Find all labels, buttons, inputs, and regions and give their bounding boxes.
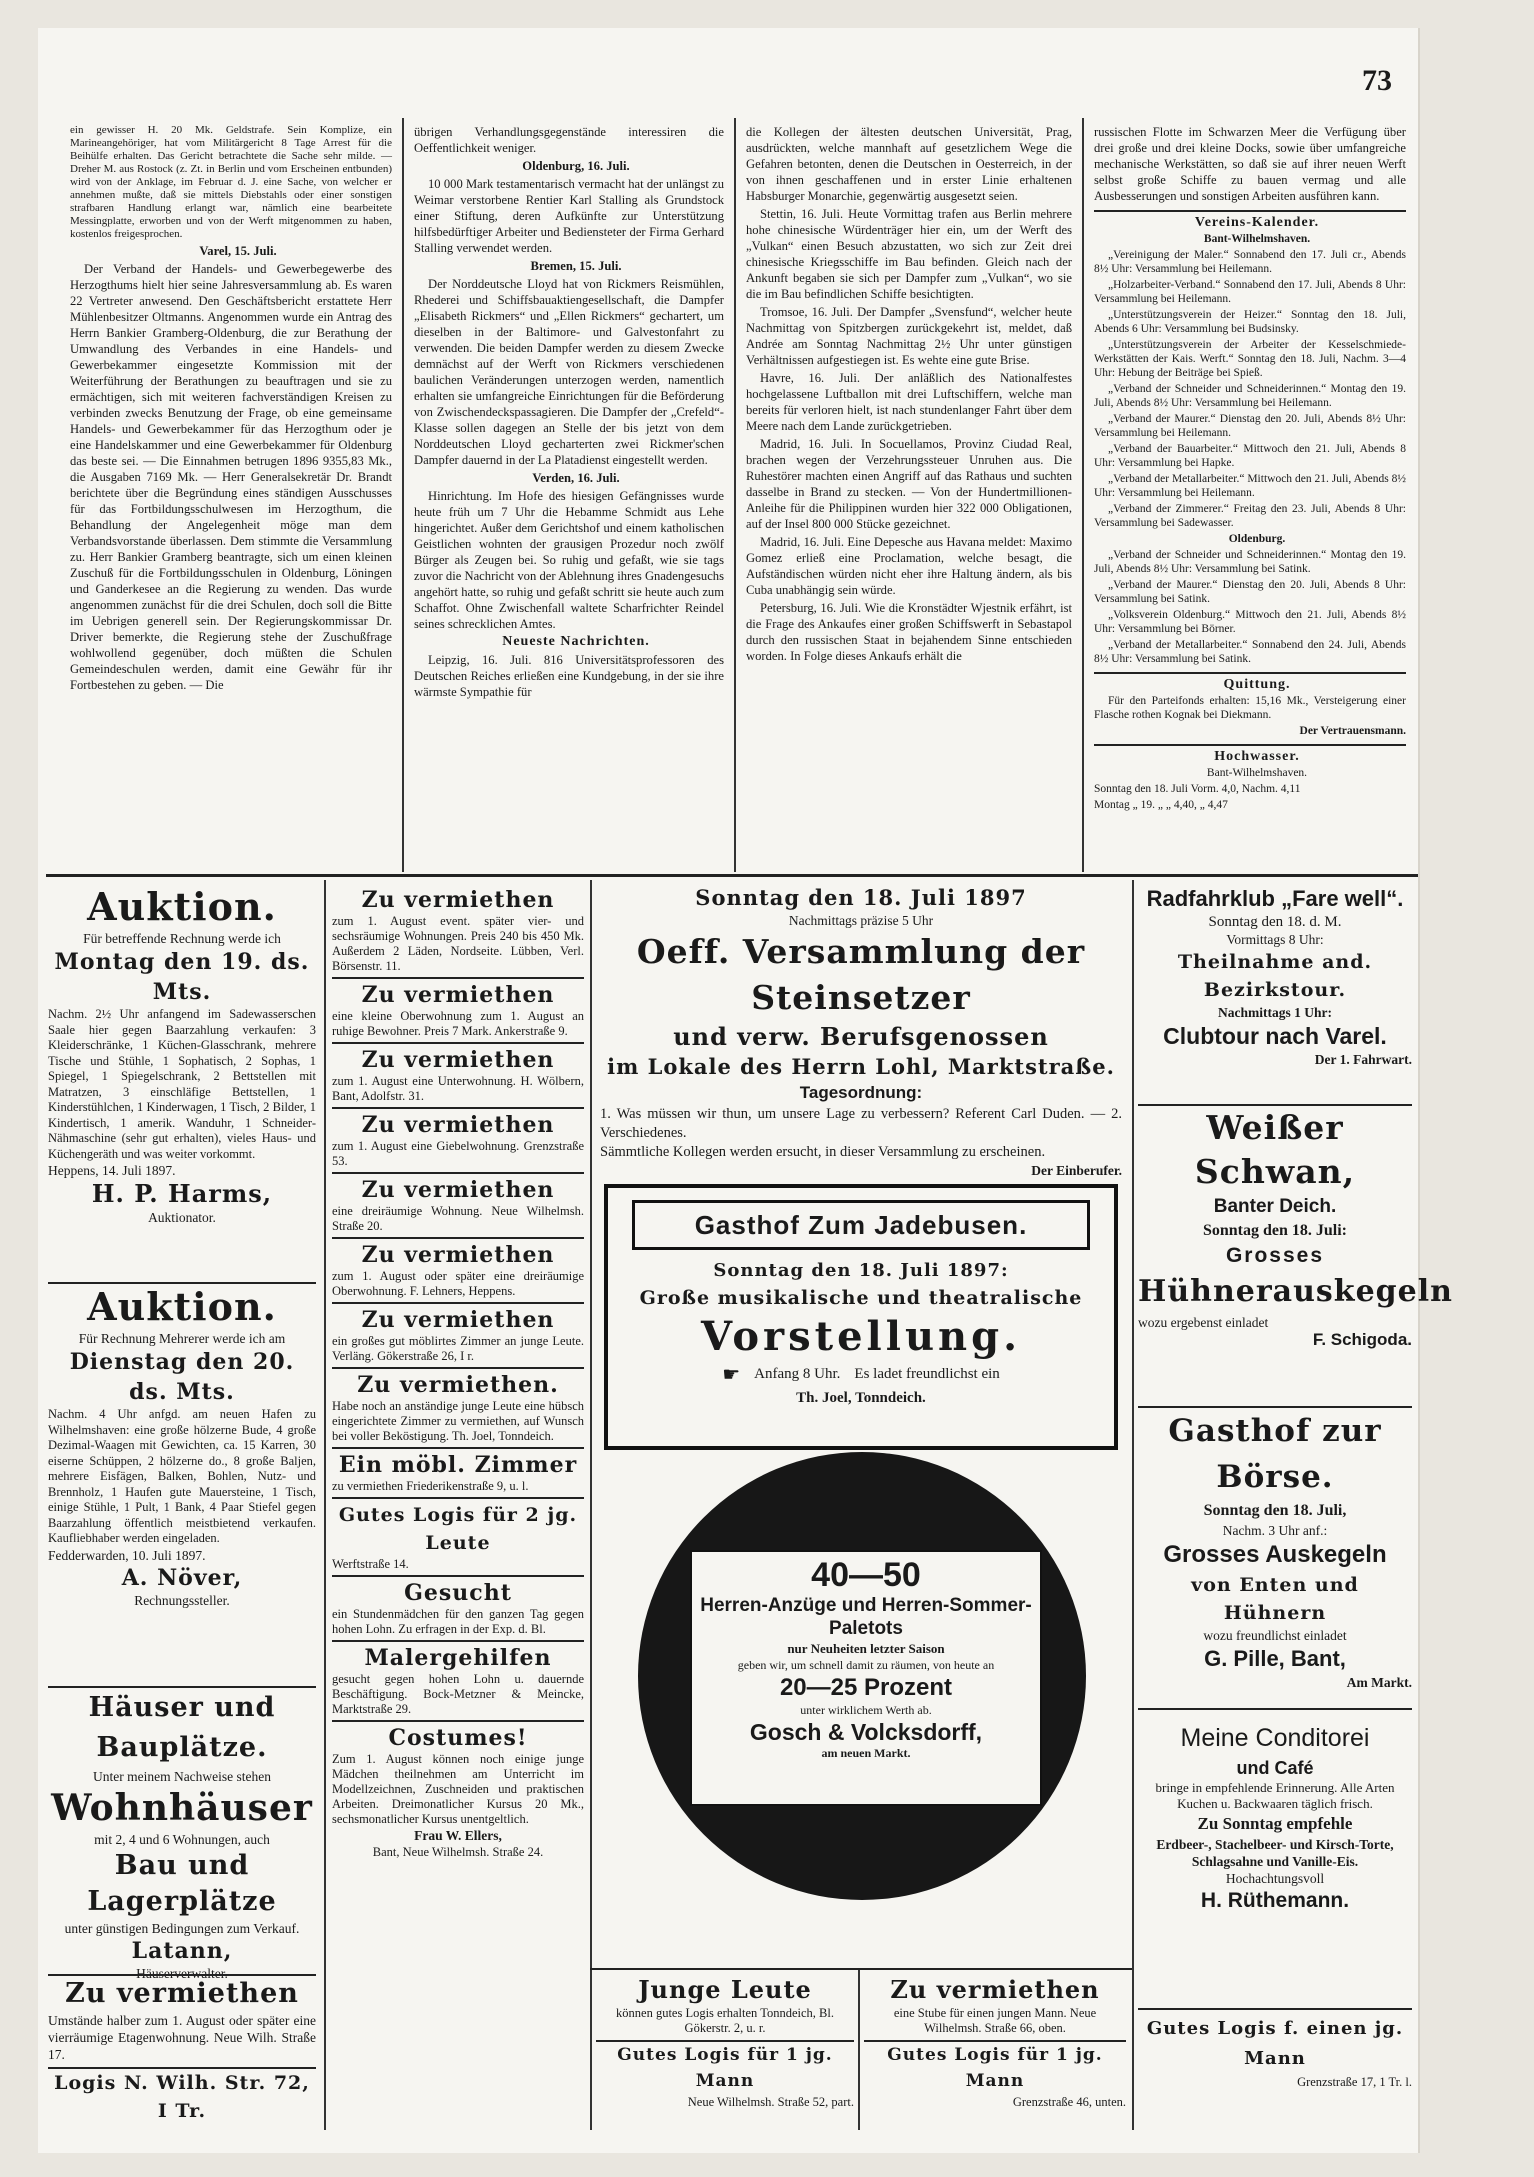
article-dateline: Varel, 15. Juli. bbox=[199, 244, 277, 258]
ad-text: unter günstigen Bedingungen zum Verkauf. bbox=[64, 1921, 300, 1936]
small-ad bbox=[332, 1367, 584, 1447]
ad-text: geben wir, um schnell damit zu räumen, von heute an bbox=[737, 1658, 995, 1672]
ad-title: Zu vermiethen bbox=[361, 1047, 555, 1073]
ad-place: im Lokale des Herrn Lohl, Marktstraße. bbox=[607, 1054, 1115, 1079]
small-ad bbox=[332, 1447, 584, 1497]
ad-title: Malergehilfen bbox=[364, 1645, 552, 1671]
receipt-title: Quittung. bbox=[1223, 677, 1291, 692]
calendar-item: „Verband der Zimmerer.“ Freitag den 23. Juli, Abends 8 Uhr: Versammlung bei Sadewasser. bbox=[1094, 503, 1406, 529]
ad-subtitle: Große musikalische und theatralische bbox=[639, 1287, 1083, 1309]
ad-item: Herren-Anzüge und Herren-Sommer-Paletots bbox=[700, 1595, 1032, 1639]
ad-text: ein Stundenmädchen für den ganzen Tag gegen hohen Lohn. Zu erfragen in der Exp. d. Bl. bbox=[332, 1607, 584, 1636]
ad-headline: Bau und Lagerplätze bbox=[87, 1850, 277, 1917]
ad-signature: A. Növer, bbox=[121, 1564, 243, 1591]
ad-signature: F. Schigoda. bbox=[1312, 1330, 1412, 1349]
ad-range: 40—50 bbox=[811, 1556, 921, 1594]
ad-time: Vormittags 8 Uhr: bbox=[1226, 932, 1324, 947]
ad-signature: H. P. Harms, bbox=[91, 1179, 273, 1208]
ad-headline: Wohnhäuser bbox=[51, 1787, 313, 1829]
ad-title: Gesucht bbox=[404, 1580, 512, 1606]
small-ad bbox=[332, 1042, 584, 1107]
ad-text: gesucht gegen hohen Lohn u. dauernde Beschäftigung. Bock-Metzner & Meincke, Marktstraße 29. bbox=[332, 1672, 584, 1716]
ad-headline: Theilnahme and. Bezirkstour. bbox=[1177, 951, 1373, 1001]
ad-time: Nachm. 3 Uhr anf.: bbox=[1222, 1523, 1328, 1538]
ad-text: bringe in empfehlende Erinnerung. Alle Arten Kuchen u. Backwaaren täglich frisch. bbox=[1155, 1780, 1395, 1811]
calendar-item: „Verband der Bauarbeiter.“ Mittwoch den 21. Juli, Abends 8 Uhr: Versammlung bei Hapke. bbox=[1094, 443, 1406, 469]
ad-title: Zu vermiethen bbox=[361, 1112, 555, 1138]
auction-ad-2 bbox=[48, 1282, 316, 1686]
ad-lead: Für betreffende Rechnung werde ich bbox=[83, 931, 281, 946]
news-column-4 bbox=[1094, 124, 1406, 869]
calendar-subtitle: Bant-Wilhelmshaven. bbox=[1203, 233, 1311, 245]
ad-text: zu vermiethen Friederikenstraße 9, u. l. bbox=[332, 1479, 529, 1493]
ad-divider bbox=[324, 880, 326, 2130]
ad-title: Ein möbl. Zimmer bbox=[338, 1452, 578, 1478]
ad-subtitle: und Café bbox=[1236, 1758, 1314, 1778]
ad-title: Zu vermiethen bbox=[361, 1177, 555, 1203]
ad-role: Auktionator. bbox=[148, 1210, 216, 1225]
gosch-ad bbox=[638, 1452, 1086, 1900]
news-column-2 bbox=[414, 124, 724, 869]
ad-headline: Gutes Logis für 1 jg. Mann bbox=[864, 2040, 1126, 2094]
article-text: die Kollegen der ältesten deutschen Universität, Prag, ausdrückten, welche mannhaft auf gesetzlichem Wege die Gefahren betonten, denen die Deutschen in Oesterreich, in der von ihnen geschaffenen und in erster Linie erhaltenen Habsburger Monarchie, gegenwärtig ausgesetzt seien. bbox=[746, 125, 1072, 203]
ad-date: Sonntag den 18. Juli 1897 bbox=[695, 885, 1027, 910]
ad-text: Sämmtliche Kollegen werden ersucht, in dieser Versammlung zu erscheinen. bbox=[600, 1144, 1046, 1160]
calendar-title: Vereins-Kalender. bbox=[1194, 215, 1320, 230]
ad-place: Fedderwarden, 10. Juli 1897. bbox=[48, 1547, 206, 1563]
ad-text: zum 1. August oder später eine dreiräumige Oberwohnung. F. Lehners, Heppens. bbox=[332, 1269, 584, 1298]
article-text: Madrid, 16. Juli. In Socuellamos, Provinz Ciudad Real, brachen wegen der Verzehrungssteuer Unruhen aus. Die Ruhestörer machten einen Angriff auf das Rathaus und suchten dasselbe in Brand zu stecken. — Von der Hundertmillionen-Anleihe für die Philippinen wurden hier 322 000 Obligationen, auf der Insel 800 000 Stücke gezeichnet. bbox=[746, 437, 1072, 531]
auction-ad-1 bbox=[48, 884, 316, 1280]
article-dateline: Oldenburg, 16. Juli. bbox=[522, 159, 630, 173]
ad-text: eine kleine Oberwohnung zum 1. August an ruhige Bewohner. Preis 7 Mark. Ankerstraße 9. bbox=[332, 1009, 584, 1038]
divider bbox=[1094, 672, 1406, 674]
divider bbox=[1094, 210, 1406, 212]
calendar-item: „Verband der Metallarbeiter.“ Sonnabend den 24. Juli, Abends 8½ Uhr: Versammlung bei Satink. bbox=[1094, 639, 1406, 665]
ad-divider bbox=[1132, 880, 1134, 2130]
calendar-item: „Unterstützungsverein der Heizer.“ Sonntag den 18. Juli, Abends 6 Uhr: Versammlung bei Budsinsky. bbox=[1094, 309, 1406, 335]
article-text: Madrid, 16. Juli. Eine Depesche aus Havana meldet: Maximo Gomez erließ eine Proclamation, welche besagt, die Aufständischen würden nicht eher ihre Haltung ändern, als bis Cuba unabhängig sein würde. bbox=[746, 535, 1072, 597]
ad-title: Zu vermiethen bbox=[361, 887, 555, 913]
ad-title: Weißer Schwan, bbox=[1194, 1108, 1356, 1191]
ad-title: Zu vermiethen. bbox=[357, 1372, 559, 1398]
ad-text: können gutes Logis erhalten Tonndeich, Bl. Gökerstr. 2, u. r. bbox=[616, 2006, 834, 2035]
calendar-item: „Verband der Schneider und Schneiderinnen.“ Montag den 19. Juli, Abends 8½ Uhr: Versammlung bei Satink. bbox=[1094, 549, 1406, 575]
small-ad bbox=[332, 1497, 584, 1575]
ad-date: Sonntag den 18. Juli 1897: bbox=[713, 1260, 1009, 1281]
small-ad bbox=[332, 1640, 584, 1720]
houses-ad bbox=[48, 1686, 316, 1981]
ad-signature: G. Pille, Bant, bbox=[1204, 1646, 1346, 1671]
article-text: Petersburg, 16. Juli. Wie die Kronstädter Wjestnik erfährt, ist die Frage des Ankaufes einer großen Schiffswerft in Sebastapol durch den russischen Staat in bejahendem Sinne entschieden worden. In Folge dieses Ankaufs erhält die bbox=[746, 601, 1072, 663]
ad-date: Dienstag den 20. ds. Mts. bbox=[69, 1349, 295, 1405]
ad-role: Rechnungssteller. bbox=[134, 1592, 230, 1608]
ad-subtitle: und verw. Berufsgenossen bbox=[673, 1022, 1049, 1051]
ad-agenda-head: Tagesordnung: bbox=[799, 1083, 923, 1102]
receipt-signature: Der Vertrauensmann. bbox=[1299, 725, 1406, 737]
ad-text: eine Stube für einen jungen Mann. Neue Wilhelmsh. Straße 66, oben. bbox=[893, 2006, 1097, 2035]
article-text: übrigen Verhandlungsgegenstände interessiren die Oeffentlichkeit weniger. bbox=[414, 125, 724, 155]
ad-address: Neue Wilhelmsh. Straße 52, part. bbox=[687, 2095, 854, 2109]
calendar-item: „Verband der Maurer.“ Dienstag den 20. Juli, Abends 8 Uhr: Versammlung bei Satink. bbox=[1094, 579, 1406, 605]
article-text: 10 000 Mark testamentarisch vermacht hat der unlängst zu Weimar verstorbene Rentier Karl Stalling als Grundstock einer Stiftung, deren Aufkünfte zur Unterstützung hilfsbedürftiger Arbeiter und Bediensteter der Firma Gerhard Stalling verwendet werden. bbox=[414, 177, 724, 255]
ad-headline: Hühnerauskegeln bbox=[1138, 1274, 1453, 1309]
small-ad bbox=[332, 1720, 584, 1864]
conditorei-ad bbox=[1138, 1708, 1412, 2008]
ad-signature: Der Einberufer. bbox=[1031, 1163, 1122, 1178]
ad-note: nur Neuheiten letzter Saison bbox=[787, 1641, 945, 1656]
ad-address: Am Markt. bbox=[1346, 1675, 1412, 1690]
ad-address: Bant, Neue Wilhelmsh. Straße 24. bbox=[372, 1845, 544, 1859]
calendar-subtitle: Oldenburg. bbox=[1228, 533, 1286, 545]
ad-title: Zu vermiethen bbox=[65, 1978, 299, 2009]
ad-headline: Zu Sonntag empfehle bbox=[1197, 1814, 1353, 1833]
ad-agenda: 1. Was müssen wir thun, um unsere Lage zu verbessern? Referent Carl Duden. — 2. Verschiedenes. bbox=[600, 1106, 1122, 1141]
column-divider bbox=[734, 118, 736, 872]
ad-time: Nachmittags 1 Uhr: bbox=[1218, 1005, 1332, 1020]
small-ad bbox=[332, 1237, 584, 1302]
article-text: Tromsoe, 16. Juli. Der Dampfer „Svensfund“, welcher heute Nachmittag von Spitzbergen zurückgekehrt ist, meldet, daß Andrée am Sonntag Nachmittag 2½ Uhr unter günstigen Verhältnissen aufgestiegen ist. Es wehte eine gute Brise. bbox=[746, 305, 1072, 367]
ad-text: Erdbeer-, Stachelbeer- und Kirsch-Torte, Schlagsahne und Vanille-Eis. bbox=[1156, 1837, 1394, 1869]
small-ad bbox=[332, 1302, 584, 1367]
ad-signature: Th. Joel, Tonndeich. bbox=[796, 1390, 926, 1406]
ad-date: Montag den 19. ds. Mts. bbox=[54, 949, 310, 1005]
ad-start: Anfang 8 Uhr. bbox=[754, 1366, 841, 1382]
ad-percent: 20—25 Prozent bbox=[779, 1674, 953, 1701]
ad-subtitle: Banter Deich. bbox=[1213, 1196, 1337, 1217]
ad-title: Zu vermiethen bbox=[361, 982, 555, 1008]
ad-text: Zum 1. August können noch einige junge Mädchen theilnehmen am Unterricht im Modellzeichnen, Zuschneiden und praktischen Arbeiten. Dreimonatlicher Kursus 20 Mk., sechsmonatlicher Kursus unentgeltlich. bbox=[332, 1752, 584, 1826]
ad-title: Häuser und Bauplätze. bbox=[88, 1692, 276, 1763]
ad-date: Sonntag den 18. Juli, bbox=[1203, 1502, 1347, 1519]
logis-ad-right bbox=[1138, 2008, 1412, 2130]
ad-text: wozu freundlichst einladet bbox=[1203, 1628, 1347, 1643]
ad-title: Zu vermiethen bbox=[361, 1307, 555, 1333]
ad-role: Häuserverwalter. bbox=[136, 1966, 228, 1981]
ad-text: zum 1. August eine Giebelwohnung. Grenzstraße 53. bbox=[332, 1139, 584, 1168]
article-dateline: Bremen, 15. Juli. bbox=[530, 259, 622, 273]
ad-headline: Gutes Logis für 1 jg. Mann bbox=[596, 2040, 854, 2094]
small-ad bbox=[332, 1575, 584, 1640]
ad-title: Zu vermiethen bbox=[361, 1242, 555, 1268]
ad-date: Sonntag den 18. Juli: bbox=[1202, 1222, 1348, 1239]
ad-address: Grenzstraße 46, unten. bbox=[1012, 2095, 1126, 2109]
ad-title: Gasthof Zum Jadebusen. bbox=[694, 1210, 1028, 1240]
receipt-text: Für den Parteifonds erhalten: 15,16 Mk., Versteigerung einer Flasche rothen Kognak bei Diekmann. bbox=[1094, 695, 1406, 721]
article-text: ein gewisser H. 20 Mk. Geldstrafe. Sein Komplize, ein Marineangehöriger, hat vom Militärgericht 8 Tage Arrest für die Beihülfe erhalten. Das Gericht betrachtete die Sache sehr milde. — Dreher M. aus Rostock (z. Zt. in Berlin und vom Erscheinen entbunden) wird von der Anklage, im Februar d. J. eine Sache, von welcher er annehmen mußte, daß sie mittels Diebstahls oder einer sonstigen strafbaren Handlung erlangt war, nämlich eine bearbeitete Messingplatte, erworben und von der Werft mitgenommen zu haben, kostenlos freigesprochen. bbox=[70, 124, 392, 240]
ad-subtitle: von Enten und Hühnern bbox=[1191, 1574, 1359, 1624]
calendar-item: „Verband der Maurer.“ Dienstag den 20. Juli, Abends 8½ Uhr: Versammlung bei Heilemann. bbox=[1094, 413, 1406, 439]
small-ads-column bbox=[332, 884, 584, 2134]
ad-headline: Vorstellung. bbox=[700, 1313, 1021, 1360]
ad-title: Auktion. bbox=[87, 1284, 277, 1329]
section-heading: Neueste Nachrichten. bbox=[502, 634, 650, 649]
young-people-ad bbox=[596, 1974, 854, 2130]
ad-text: Habe noch an anständige junge Leute eine hübsch eingerichtete Zimmer zu vermiethen, auf Wunsch bei voller Beköstigung. Th. Joel, Tonndeich. bbox=[332, 1399, 584, 1443]
ad-signature: Gosch & Volcksdorff, bbox=[749, 1719, 983, 1745]
ad-title: Zu vermiethen bbox=[890, 1975, 1100, 2004]
article-text: Der Norddeutsche Lloyd hat von Rickmers Reismühlen, Rhederei und Schiffsbauaktiengesellschaft, die Dampfer „Elisabeth Rickmers“ und „Ellen Rickmers“ gechartert, um dieselben in der Baltimore- und Galvestonfahrt zu verwenden. Die beiden Dampfer werden zu diesem Zwecke demnächst auf der Werft von Rickmers verschiedenen baulichen Veränderungen unterzogen werden, namentlich erhalten sie umfangreiche Einrichtungen für die Beförderung von Zwischendeckspassagieren. Die Dampfer der „Crefeld“-Klasse sollen dagegen an Stelle der bis jetzt von dem Norddeutschen Lloyd gecharterten zwei Rickmer'schen Dampfer dauernd in der La Platadienst eingestellt werden. bbox=[414, 277, 724, 467]
ad-text: ein großes gut möblirtes Zimmer an junge Leute. Verläng. Gökerstraße 26, I r. bbox=[332, 1334, 584, 1363]
ad-headline: Gutes Logis f. einen jg. Mann bbox=[1146, 2018, 1404, 2069]
ad-text: zum 1. August eine Unterwohnung. H. Wölbern, Bant, Adolfstr. 31. bbox=[332, 1074, 584, 1103]
article-text: Hinrichtung. Im Hofe des hiesigen Gefängnisses wurde heute früh um 7 Uhr die Hebamme Schmidt aus Lehe hingerichtet. Außer dem Gerichtshof und einem katholischen Geistlichen wohnten der grausigen Prozedur noch zwölf Bürger als Zeugen bei. So ruhig und gefaßt, wie sie tags zuvor die Nachricht von der Ablehnung ihres Gnadengesuchs angehört hatte, so ruhig und gefaßt schritt sie heute auch zum Schaffot. Ohne Zwischenfall waltete Scharfrichter Reindel seines schrecklichen Amtes. bbox=[414, 489, 724, 631]
ad-title: Oeff. Versammlung der Steinsetzer bbox=[636, 932, 1086, 1017]
rent-ad-bottom-left bbox=[48, 1974, 316, 2136]
tide-title: Hochwasser. bbox=[1214, 749, 1300, 764]
pointing-hand-icon: ☛ bbox=[722, 1364, 741, 1386]
jadebusen-ad bbox=[604, 1184, 1118, 1450]
tide-row: Montag „ 19. „ „ 4,40, „ 4,47 bbox=[1094, 799, 1228, 811]
ad-title-box bbox=[632, 1200, 1090, 1250]
news-column-3 bbox=[746, 124, 1072, 869]
page-number: 73 bbox=[1362, 64, 1392, 97]
ad-title: Radfahrklub „Fare well“. bbox=[1146, 886, 1404, 911]
news-column-1 bbox=[70, 124, 392, 869]
ad-panel bbox=[690, 1550, 1042, 1806]
ad-divider bbox=[590, 880, 592, 2130]
article-dateline: Verden, 16. Juli. bbox=[532, 471, 620, 485]
calendar-item: „Volksverein Oldenburg.“ Mittwoch den 21. Juli, Abends 8½ Uhr: Versammlung bei Börner. bbox=[1094, 609, 1406, 635]
ad-text: unter wirklichem Werth ab. bbox=[800, 1703, 932, 1717]
ad-lead: Unter meinem Nachweise stehen bbox=[92, 1769, 272, 1784]
ad-title: Costumes! bbox=[388, 1725, 528, 1751]
ad-headline: Clubtour nach Varel. bbox=[1163, 1023, 1387, 1049]
article-text: Der Verband der Handels- und Gewerbegewerbe des Herzogthums hielt hier seine Jahresversammlung ab. Es waren 22 Vertreter anwesend. Den Geschäftsbericht erstattete Herr Mühlenbesitzer Oltmanns. Angenommen wurde ein Antrag des Herrn Bankier Gramberg-Oldenburg, die zur Berathung der Umwandlung des Verbandes in eine Handels- und Gewerbekammer eingesetzte Kommission mit der Weiterführung der Berathungen zu beauftragen und sie zu ermächtigen, sich mit weiteren fachverständigen Kreisen zu verbinden zwecks Benutzung der Frage, ob eine gemeinsame Handels- und Gewerbekammer für das Herzogthum oder je eine Handelskammer und eine Gewerbekammer für Oldenburg das beste sei. — Die Einnahmen betrugen 1896 9355,83 Mk., die Ausgaben 7169 Mk. — Herr Generalsekretär Dr. Brandt berichtete über die Begründung eines ständigen Ausschusses für das Fortbildungsschulwesen im Herzogthum, die Behandlung der Angelegenheit möge man dem Verbandsvorstande überlassen. Dem stimmte die Versammlung zu. Herr Bankier Gramberg beantragte, sich um einen kleinen Zuschuß für die Fortbildungsschulen in Oldenburg, Löningen und Ganderkesee an die Regierung zu wenden. Das wurde angenommen zunächst für die drei Schulen, doch soll die Bitte im Uebrigen generell sein. Der Regierungskommissar Dr. Driver bemerkte, die Regierung stehe der Zuschußfrage wohlwollend gegenüber, doch müßten die Schulen Gemeindeschulen werden, damit eine Gewähr für ihr Fortbestehen zu geben. — Die bbox=[70, 262, 392, 692]
ad-body: Nachm. 4 Uhr anfgd. am neuen Hafen zu Wilhelmshaven: eine große hölzerne Bude, 4 große Dezimal-Waagen mit Gewichten, ca. 15 Karren, 30 eiserne Schüppen, 2 hölzerne do., 8 große Baljen, mehrere Eisfägen, Balken, Bohlen, Nutz- und Brennholz, 1 Haufen gute Mauersteine, 1 Tisch, einige Stühle, 1 Pult, 1 Bank, 4 Paar Stiefel gegen Baarzahlung öffentlich meistbietend verkaufen. Kaufliebhaber werden eingeladen. bbox=[48, 1407, 316, 1545]
boerse-ad bbox=[1138, 1406, 1412, 1708]
weisser-schwan-ad bbox=[1138, 1104, 1453, 1406]
small-ad bbox=[332, 1172, 584, 1237]
ad-text: Hochachtungsvoll bbox=[1225, 1871, 1325, 1886]
small-ad bbox=[332, 1107, 584, 1172]
ad-body: Nachm. 2½ Uhr anfangend im Sadewasserschen Saale hier gegen Baarzahlung verkaufen: 3 Kleiderschränke, 1 Küchen-Glasschrank, mehrere Tische und Stühle, 1 Sophatisch, 2 Sophas, 1 Spiegel, 1 Spiegelschrank, 2 Bettstellen mit Matratzen, 3 einschläfige Bettstellen, 1 Kinderstühlchen, 1 Kinderwagen, 1 Tisch, 2 Bilder, 1 Kindertisch, 1 amerik. Wanduhr, 1 Schneider-Nähmaschine (sehr gut erhalten), vieles Haus- und Küchengeräth und was weiter vorkommt. bbox=[48, 1007, 316, 1161]
divider bbox=[858, 1970, 860, 2130]
calendar-item: „Verband der Metallarbeiter.“ Mittwoch den 21. Juli, Abends 8½ Uhr: Versammlung bei Heilemann. bbox=[1094, 473, 1406, 499]
ad-text: Werftstraße 14. bbox=[332, 1557, 409, 1571]
assembly-ad bbox=[600, 884, 1122, 1180]
ad-text: zum 1. August event. später vier- und sechsräumige Wohnungen. Preis 240 bis 450 Mk. Außerdem 2 Läden, Nordseite. Lübben, Verl. Börsenstr. 11. bbox=[332, 914, 584, 973]
ad-text: mit 2, 4 und 6 Wohnungen, auch bbox=[94, 1832, 270, 1847]
small-ad bbox=[332, 884, 584, 977]
calendar-item: „Holzarbeiter-Verband.“ Sonnabend den 17. Juli, Abends 8 Uhr: Versammlung bei Heilemann. bbox=[1094, 279, 1406, 305]
small-ad bbox=[332, 977, 584, 1042]
section-divider bbox=[46, 874, 1418, 877]
ad-text: eine dreiräumige Wohnung. Neue Wilhelmsh. Straße 20. bbox=[332, 1204, 584, 1233]
ad-title: Junge Leute bbox=[638, 1975, 812, 2004]
calendar-item: „Unterstützungsverein der Arbeiter der Kesselschmiede-Werkstätten der Kais. Werft.“ Sonntag den 18. Juli, Nachm. 3—4 Uhr: Hebung der Beiträge bei Spieß. bbox=[1094, 339, 1406, 379]
ad-title: Meine Conditorei bbox=[1180, 1724, 1370, 1752]
divider bbox=[590, 1968, 1132, 1970]
article-text: Stettin, 16. Juli. Heute Vormittag trafen aus Berlin mehrere hohe chinesische Würdenträger hier ein, um der Werft des „Vulkan“ einen Besuch abzustatten, wo sich zur Zeit drei chinesische Kriegsschiffe im Bau befinden. Gleich nach der Ankunft begaben sie sich per Dampfer zum „Vulkan“, wo sie die im Bau befindlichen Schiffe besichtigten. bbox=[746, 207, 1072, 301]
ad-text: wozu ergebenst einladet bbox=[1138, 1315, 1269, 1330]
calendar-item: „Vereinigung der Maler.“ Sonnabend den 17. Juli cr., Abends 8½ Uhr: Versammlung bei Heilemann. bbox=[1094, 249, 1406, 275]
calendar-list bbox=[1094, 248, 1406, 530]
ad-address: am neuen Markt. bbox=[821, 1746, 911, 1760]
ad-text: Grosses bbox=[1225, 1244, 1325, 1267]
ad-title: Gutes Logis für 2 jg. Leute bbox=[338, 1504, 578, 1554]
tide-subtitle: Bant-Wilhelmshaven. bbox=[1206, 767, 1308, 779]
ad-title: Gasthof zur Börse. bbox=[1168, 1413, 1382, 1495]
cycling-club-ad bbox=[1138, 884, 1412, 1102]
ad-headline: Logis N. Wilh. Str. 72, I Tr. bbox=[48, 2067, 316, 2125]
column-divider bbox=[1082, 118, 1084, 872]
column-divider bbox=[402, 118, 404, 872]
article-text: Havre, 16. Juli. Der anläßlich des Nationalfestes hochgelassene Luftballon mit drei Luftschiffern, welche man bereits für verloren hielt, ist nach stundenlanger Fahrt über dem Meere nach dem Lande zurückgetrieben. bbox=[746, 371, 1072, 433]
ad-invite: Es ladet freundlichst ein bbox=[854, 1366, 1000, 1382]
ad-title: Auktion. bbox=[87, 884, 277, 929]
ad-text: Umstände halber zum 1. August oder später eine vierräumige Etagenwohnung. Neue Wilh. Straße 17. bbox=[48, 2013, 316, 2062]
ad-signature: Frau W. Ellers, bbox=[414, 1828, 502, 1843]
article-text: Leipzig, 16. Juli. 816 Universitätsprofessoren des Deutschen Reiches erließen eine Kundgebung, in der sie ihre wärmste Sympathie für bbox=[414, 653, 724, 699]
tide-row: Sonntag den 18. Juli Vorm. 4,0, Nachm. 4,11 bbox=[1094, 783, 1301, 795]
ad-signature: Der 1. Fahrwart. bbox=[1314, 1052, 1412, 1067]
ad-time: Nachmittags präzise 5 Uhr bbox=[788, 913, 934, 928]
ad-headline: Grosses Auskegeln bbox=[1163, 1541, 1387, 1568]
ad-lead: Für Rechnung Mehrerer werde ich am bbox=[78, 1331, 286, 1346]
ad-signature: H. Rüthemann. bbox=[1200, 1889, 1350, 1912]
rent-ad-bottom-mid bbox=[864, 1974, 1126, 2130]
ad-place: Heppens, 14. Juli 1897. bbox=[48, 1163, 176, 1178]
calendar-list bbox=[1094, 548, 1406, 666]
ad-footer bbox=[608, 1362, 1114, 1387]
newspaper-page bbox=[38, 28, 1453, 2153]
ad-signature: Latann, bbox=[131, 1938, 233, 1964]
calendar-item: „Verband der Schneider und Schneiderinnen.“ Montag den 19. Juli, Abends 8½ Uhr: Versammlung bei Heilemann. bbox=[1094, 383, 1406, 409]
article-text: russischen Flotte im Schwarzen Meer die Verfügung über drei große und drei kleine Docks, sowie über umfangreiche mechanische Werkstätten, so daß sie auf ihrer neuen Werft selbst große Schiffe zu bauen vermag und alle Ausbesserungen und sonstigen Arbeiten ausführen kann. bbox=[1094, 125, 1406, 203]
ad-date: Sonntag den 18. d. M. bbox=[1208, 914, 1342, 930]
divider bbox=[1094, 744, 1406, 746]
ad-address: Grenzstraße 17, 1 Tr. l. bbox=[1297, 2075, 1412, 2089]
